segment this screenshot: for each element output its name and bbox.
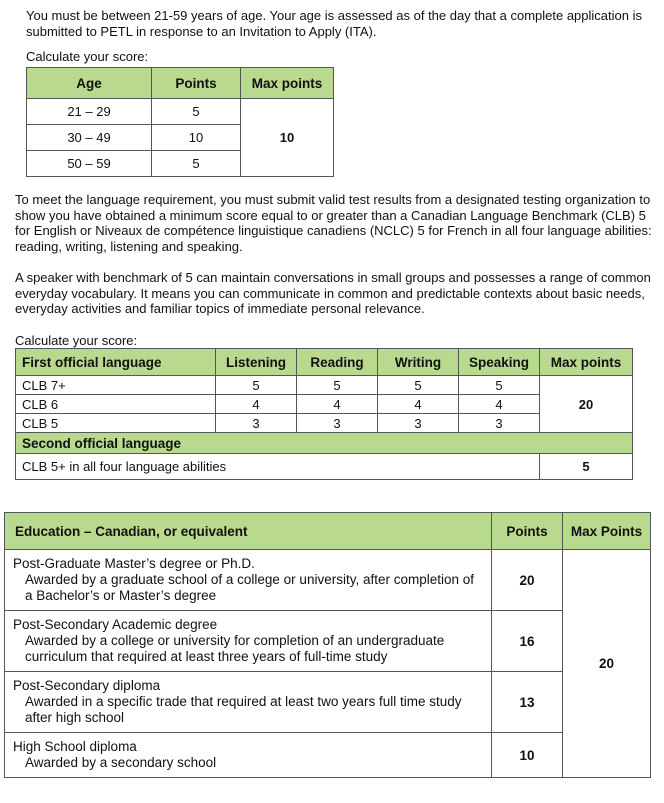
- writing-cell: 3: [378, 414, 459, 433]
- table-row: [5, 733, 651, 778]
- age-cell: 30 – 49: [27, 125, 152, 151]
- table-row: [27, 99, 334, 125]
- listening-cell: 4: [216, 395, 297, 414]
- education-cell: [5, 733, 492, 778]
- table-row: [16, 376, 633, 395]
- table-row: [5, 672, 651, 733]
- age-cell: 21 – 29: [27, 99, 152, 125]
- intro-paragraph: [26, 8, 656, 39]
- language-table: [15, 348, 633, 480]
- second-language-header: Second official language: [16, 433, 633, 454]
- listening-cell: 5: [216, 376, 297, 395]
- writing-cell: 5: [378, 376, 459, 395]
- reading-cell: 5: [297, 376, 378, 395]
- speaking-header: Speaking: [459, 349, 540, 376]
- education-desc: Awarded by a secondary school: [25, 755, 217, 770]
- age-max-points: 10: [241, 99, 334, 177]
- level-cell: CLB 5: [16, 414, 216, 433]
- reading-cell: 4: [297, 395, 378, 414]
- points-cell: 10: [492, 733, 563, 778]
- points-header: Points: [152, 68, 241, 99]
- points-cell: 20: [492, 550, 563, 611]
- max-points-header: Max Points: [563, 513, 651, 550]
- age-table: [26, 67, 334, 177]
- education-desc: Awarded by a graduate school of a college or university, after completion of a Bachelor’s or Master’s degree: [25, 572, 475, 603]
- points-cell: 13: [492, 672, 563, 733]
- reading-header: Reading: [297, 349, 378, 376]
- benchmark-text: A speaker with benchmark of 5 can maintain conversations in small groups and possesses a range of common everyday vocabulary. It means you can communicate in common and predictable contexts about basic needs, everyday activities and familiar topics of immediate personal relevance.: [15, 270, 651, 316]
- speaking-cell: 5: [459, 376, 540, 395]
- education-cell: [5, 550, 492, 611]
- benchmark-paragraph: [15, 270, 660, 317]
- education-title: Post-Secondary diploma: [13, 678, 161, 693]
- listening-header: Listening: [216, 349, 297, 376]
- table-row: [5, 550, 651, 611]
- max-points-header: Max points: [540, 349, 633, 376]
- language-caption: Calculate your score:: [15, 333, 138, 348]
- age-table-wrap: [26, 67, 334, 177]
- table-row: [5, 611, 651, 672]
- level-cell: CLB 7+: [16, 376, 216, 395]
- education-table-wrap: [4, 512, 651, 778]
- reading-cell: 3: [297, 414, 378, 433]
- points-cell: 10: [152, 125, 241, 151]
- language-requirement-text: To meet the language requirement, you must submit valid test results from a designated testing organization to show you have obtained a minimum score equal to or greater than a Canadian Language Benchmark (CLB) 5 for English or Niveaux de compétence linguistique canadiens (NCLC) 5 for French in all four language abilities: reading, writing, listening and speaking.: [15, 192, 652, 254]
- language-max-points: 20: [540, 376, 633, 433]
- age-header: Age: [27, 68, 152, 99]
- level-cell: CLB 6: [16, 395, 216, 414]
- education-table: [4, 512, 651, 778]
- points-cell: 16: [492, 611, 563, 672]
- education-cell: [5, 672, 492, 733]
- education-cell: [5, 611, 492, 672]
- language-requirement-paragraph: [15, 192, 660, 254]
- listening-cell: 3: [216, 414, 297, 433]
- education-title: Post-Graduate Master’s degree or Ph.D.: [13, 556, 255, 571]
- second-language-label: CLB 5+ in all four language abilities: [16, 454, 540, 480]
- max-points-header: Max points: [241, 68, 334, 99]
- writing-cell: 4: [378, 395, 459, 414]
- points-cell: 5: [152, 151, 241, 177]
- education-max-points: 20: [563, 550, 651, 778]
- age-caption: Calculate your score:: [26, 49, 149, 64]
- first-language-header: First official language: [16, 349, 216, 376]
- points-header: Points: [492, 513, 563, 550]
- age-cell: 50 – 59: [27, 151, 152, 177]
- speaking-cell: 4: [459, 395, 540, 414]
- second-language-points: 5: [540, 454, 633, 480]
- education-desc: Awarded by a college or university for completion of an undergraduate curriculum that required at least three years of full-time study: [25, 633, 445, 664]
- writing-header: Writing: [378, 349, 459, 376]
- speaking-cell: 3: [459, 414, 540, 433]
- education-header: Education – Canadian, or equivalent: [5, 513, 492, 550]
- education-title: High School diploma: [13, 739, 137, 754]
- age-requirement-text: You must be between 21-59 years of age. Your age is assessed as of the day that a complete application is submitted to PETL in response to an Invitation to Apply (ITA).: [26, 8, 642, 39]
- education-desc: Awarded in a specific trade that required at least two years full time study after high school: [25, 694, 462, 725]
- points-cell: 5: [152, 99, 241, 125]
- table-row: [16, 454, 633, 480]
- language-table-wrap: [15, 348, 633, 480]
- education-title: Post-Secondary Academic degree: [13, 617, 218, 632]
